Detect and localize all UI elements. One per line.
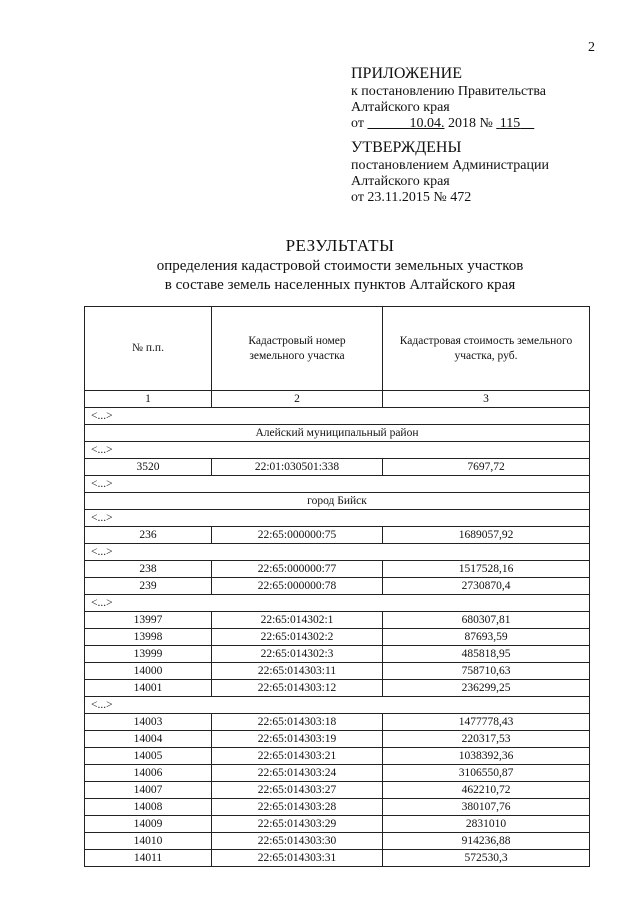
appendix-line-2: Алтайского края [351, 100, 450, 115]
date-year: 2018 № [447, 116, 493, 131]
column-number: 1 [85, 391, 212, 408]
gap-marker: <...> [85, 442, 590, 459]
table-row [85, 612, 590, 629]
cell-cadastral-value: 914236,88 [383, 833, 590, 850]
table-row [85, 680, 590, 697]
approved-heading: УТВЕРЖДЕНЫ [351, 139, 462, 156]
cell-cadastral-number: 22:65:014303:18 [212, 714, 383, 731]
table-row [85, 782, 590, 799]
cell-index: 14011 [85, 850, 212, 867]
table-row [85, 663, 590, 680]
cell-cadastral-value: 572530,3 [383, 850, 590, 867]
cell-cadastral-value: 7697,72 [383, 459, 590, 476]
title-sub-2: в составе земель населенных пунктов Алтайского края [164, 277, 516, 293]
table-row [85, 833, 590, 850]
cell-index: 14005 [85, 748, 212, 765]
header-cadastral-number: Кадастровый номер земельного участка [212, 307, 383, 391]
cell-index: 14009 [85, 816, 212, 833]
table-row [85, 646, 590, 663]
section-title: Алейский муниципальный район [85, 425, 590, 442]
gap-marker: <...> [85, 408, 590, 425]
cell-index: 13997 [85, 612, 212, 629]
cell-cadastral-value: 2831010 [383, 816, 590, 833]
cell-cadastral-value: 485818,95 [383, 646, 590, 663]
cell-cadastral-number: 22:65:014303:29 [212, 816, 383, 833]
cell-cadastral-number: 22:65:000000:77 [212, 561, 383, 578]
cell-index: 13999 [85, 646, 212, 663]
gap-row [85, 544, 590, 561]
gap-row [85, 442, 590, 459]
cell-index: 14010 [85, 833, 212, 850]
table-row [85, 629, 590, 646]
document-number: 115 [499, 116, 521, 131]
cell-cadastral-number: 22:65:000000:78 [212, 578, 383, 595]
cadastral-table [84, 306, 590, 867]
date-prefix: от [351, 116, 364, 131]
cell-cadastral-value: 1477778,43 [383, 714, 590, 731]
document-title [100, 235, 580, 295]
column-number-row [85, 391, 590, 408]
column-number: 2 [212, 391, 383, 408]
cell-cadastral-number: 22:65:000000:75 [212, 527, 383, 544]
cell-cadastral-value: 2730870,4 [383, 578, 590, 595]
section-row [85, 493, 590, 510]
cell-cadastral-number: 22:65:014303:11 [212, 663, 383, 680]
header-cadastral-value: Кадастровая стоимость земельного участка, руб. [383, 307, 590, 391]
gap-marker: <...> [85, 595, 590, 612]
cell-index: 238 [85, 561, 212, 578]
cell-cadastral-number: 22:65:014302:2 [212, 629, 383, 646]
gap-marker: <...> [85, 510, 590, 527]
appendix-line-1: к постановлению Правительства [351, 84, 547, 99]
cell-index: 236 [85, 527, 212, 544]
section-title: город Бийск [85, 493, 590, 510]
cell-cadastral-number: 22:65:014303:31 [212, 850, 383, 867]
appendix-date-line [351, 116, 611, 132]
appendix-block [351, 64, 611, 132]
table-row [85, 527, 590, 544]
date-value: 10.04. [409, 116, 445, 131]
gap-marker: <...> [85, 697, 590, 714]
cell-index: 14003 [85, 714, 212, 731]
cell-cadastral-value: 1517528,16 [383, 561, 590, 578]
cell-index: 14000 [85, 663, 212, 680]
title-main: РЕЗУЛЬТАТЫ [285, 236, 395, 255]
table-row [85, 714, 590, 731]
table-header-row [85, 307, 590, 391]
cell-cadastral-value: 220317,53 [383, 731, 590, 748]
approved-line-2: Алтайского края [351, 174, 450, 189]
cell-index: 14001 [85, 680, 212, 697]
cell-index: 14008 [85, 799, 212, 816]
gap-marker: <...> [85, 476, 590, 493]
appendix-heading: ПРИЛОЖЕНИЕ [351, 65, 463, 82]
table-row [85, 850, 590, 867]
table-row [85, 561, 590, 578]
section-row [85, 425, 590, 442]
table-row [85, 765, 590, 782]
gap-row [85, 510, 590, 527]
gap-row [85, 697, 590, 714]
cell-cadastral-value: 236299,25 [383, 680, 590, 697]
cell-cadastral-value: 3106550,87 [383, 765, 590, 782]
cell-cadastral-number: 22:01:030501:338 [212, 459, 383, 476]
approved-line-3: от 23.11.2015 № 472 [351, 190, 472, 205]
cell-cadastral-value: 680307,81 [383, 612, 590, 629]
cell-cadastral-value: 380107,76 [383, 799, 590, 816]
cell-cadastral-value: 758710,63 [383, 663, 590, 680]
approved-line-1: постановлением Администрации [351, 158, 549, 173]
table-row [85, 578, 590, 595]
gap-row [85, 408, 590, 425]
cell-cadastral-value: 1689057,92 [383, 527, 590, 544]
cell-cadastral-number: 22:65:014303:28 [212, 799, 383, 816]
cell-cadastral-number: 22:65:014303:30 [212, 833, 383, 850]
cell-cadastral-value: 1038392,36 [383, 748, 590, 765]
cell-cadastral-number: 22:65:014303:12 [212, 680, 383, 697]
approved-block [351, 138, 611, 206]
cell-index: 14004 [85, 731, 212, 748]
cell-cadastral-value: 462210,72 [383, 782, 590, 799]
header-index: № п.п. [85, 307, 212, 391]
table-row [85, 816, 590, 833]
table-row [85, 799, 590, 816]
cell-index: 239 [85, 578, 212, 595]
title-sub-1: определения кадастровой стоимости земельных участков [156, 258, 524, 274]
cell-index: 14006 [85, 765, 212, 782]
cell-cadastral-value: 87693,59 [383, 629, 590, 646]
cell-index: 14007 [85, 782, 212, 799]
cell-cadastral-number: 22:65:014303:19 [212, 731, 383, 748]
column-number: 3 [383, 391, 590, 408]
table-row [85, 731, 590, 748]
page-number: 2 [588, 40, 595, 55]
cell-cadastral-number: 22:65:014303:27 [212, 782, 383, 799]
cell-index: 13998 [85, 629, 212, 646]
gap-marker: <...> [85, 544, 590, 561]
cell-index: 3520 [85, 459, 212, 476]
cell-cadastral-number: 22:65:014303:24 [212, 765, 383, 782]
cell-cadastral-number: 22:65:014302:3 [212, 646, 383, 663]
gap-row [85, 595, 590, 612]
cell-cadastral-number: 22:65:014302:1 [212, 612, 383, 629]
table-row [85, 748, 590, 765]
table-row [85, 459, 590, 476]
cell-cadastral-number: 22:65:014303:21 [212, 748, 383, 765]
gap-row [85, 476, 590, 493]
